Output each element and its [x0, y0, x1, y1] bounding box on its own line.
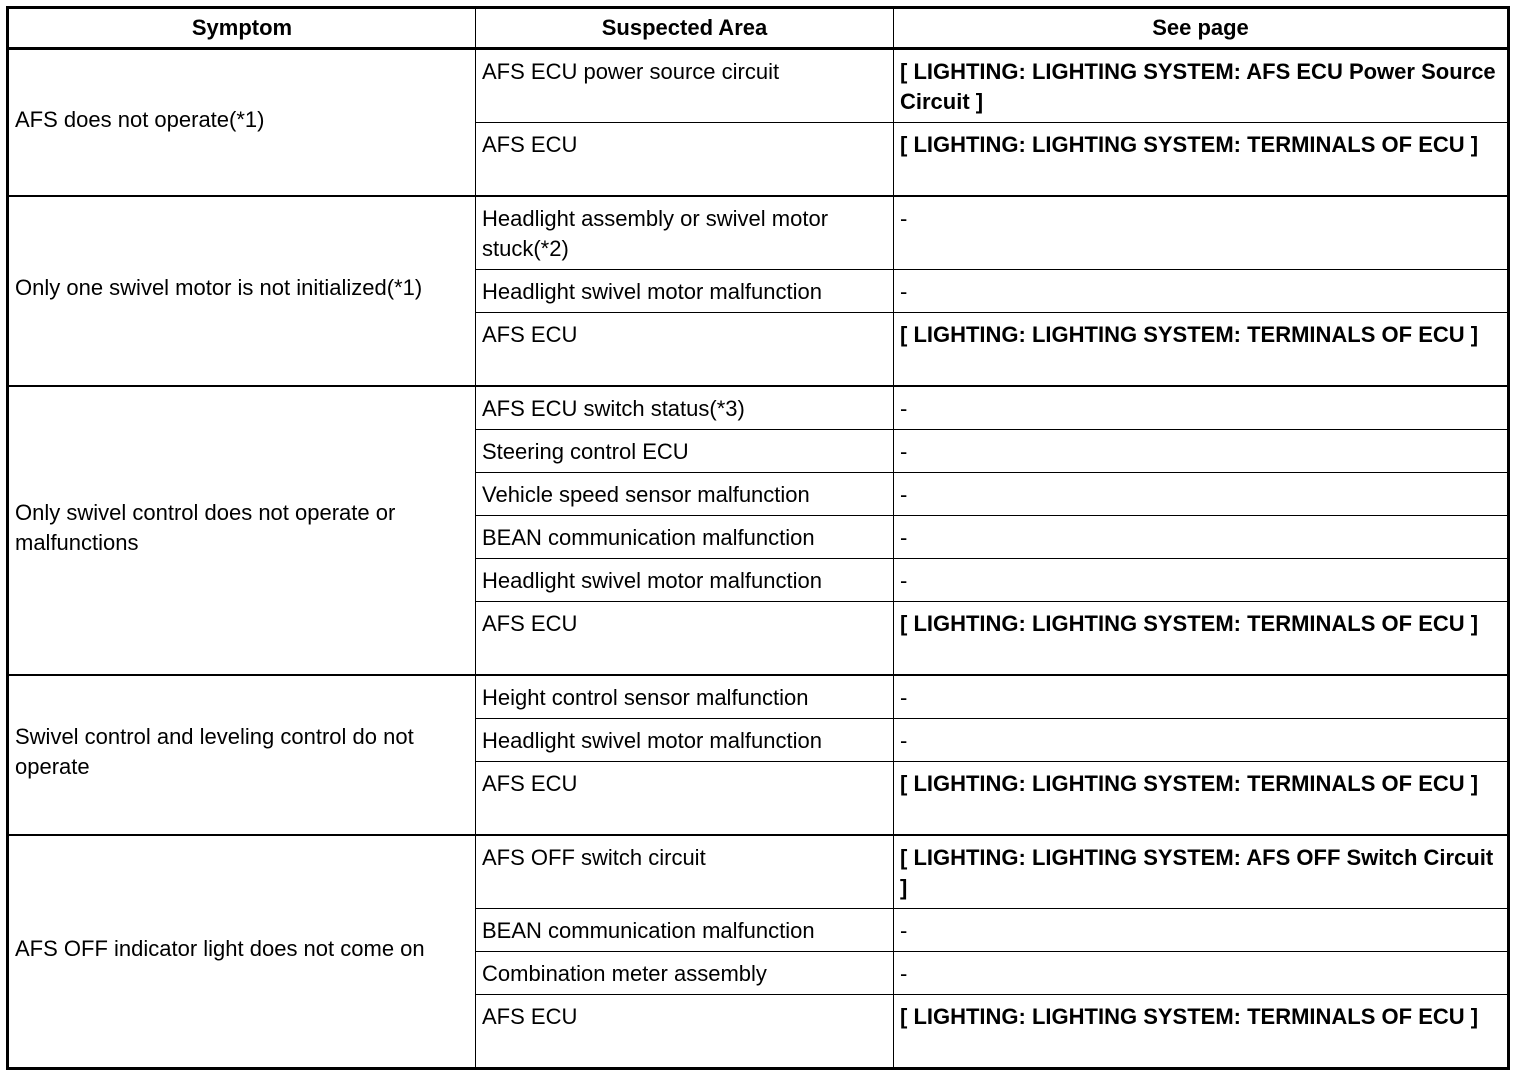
see-page-link[interactable]: [ LIGHTING: LIGHTING SYSTEM: AFS OFF Switch Circuit ]: [894, 835, 1509, 909]
suspected-area-cell: Height control sensor malfunction: [476, 675, 894, 719]
suspected-area-cell: AFS ECU power source circuit: [476, 49, 894, 123]
suspected-area-cell: AFS ECU: [476, 995, 894, 1069]
see-page-link[interactable]: [ LIGHTING: LIGHTING SYSTEM: TERMINALS OF ECU ]: [894, 602, 1509, 676]
see-page-link[interactable]: [ LIGHTING: LIGHTING SYSTEM: TERMINALS OF ECU ]: [894, 762, 1509, 836]
header-see-page: See page: [894, 8, 1509, 49]
see-page-cell: -: [894, 719, 1509, 762]
suspected-area-cell: AFS ECU: [476, 602, 894, 676]
suspected-area-cell: Vehicle speed sensor malfunction: [476, 473, 894, 516]
see-page-link[interactable]: [ LIGHTING: LIGHTING SYSTEM: TERMINALS OF ECU ]: [894, 313, 1509, 387]
see-page-link[interactable]: [ LIGHTING: LIGHTING SYSTEM: TERMINALS OF ECU ]: [894, 995, 1509, 1069]
see-page-cell: -: [894, 430, 1509, 473]
suspected-area-cell: AFS OFF switch circuit: [476, 835, 894, 909]
see-page-cell: -: [894, 559, 1509, 602]
see-page-cell: -: [894, 473, 1509, 516]
suspected-area-cell: AFS ECU switch status(*3): [476, 386, 894, 430]
see-page-link[interactable]: [ LIGHTING: LIGHTING SYSTEM: TERMINALS OF ECU ]: [894, 123, 1509, 197]
symptom-cell: AFS OFF indicator light does not come on: [8, 835, 476, 1069]
see-page-cell: -: [894, 952, 1509, 995]
header-symptom: Symptom: [8, 8, 476, 49]
symptom-cell: Only swivel control does not operate or malfunctions: [8, 386, 476, 675]
see-page-cell: -: [894, 270, 1509, 313]
symptom-cell: Swivel control and leveling control do not operate: [8, 675, 476, 835]
suspected-area-cell: Headlight swivel motor malfunction: [476, 719, 894, 762]
troubleshooting-table: [6, 6, 1510, 1070]
suspected-area-cell: AFS ECU: [476, 762, 894, 836]
suspected-area-cell: BEAN communication malfunction: [476, 516, 894, 559]
suspected-area-cell: AFS ECU: [476, 313, 894, 387]
suspected-area-cell: Headlight assembly or swivel motor stuck(*2): [476, 196, 894, 270]
suspected-area-cell: BEAN communication malfunction: [476, 909, 894, 952]
suspected-area-cell: AFS ECU: [476, 123, 894, 197]
symptom-cell: Only one swivel motor is not initialized(*1): [8, 196, 476, 386]
suspected-area-cell: Steering control ECU: [476, 430, 894, 473]
see-page-link[interactable]: [ LIGHTING: LIGHTING SYSTEM: AFS ECU Power Source Circuit ]: [894, 49, 1509, 123]
see-page-cell: -: [894, 196, 1509, 270]
header-row: [8, 8, 1509, 49]
symptom-cell: AFS does not operate(*1): [8, 49, 476, 197]
table-row: [8, 49, 1509, 123]
see-page-cell: -: [894, 909, 1509, 952]
see-page-cell: -: [894, 516, 1509, 559]
suspected-area-cell: Combination meter assembly: [476, 952, 894, 995]
suspected-area-cell: Headlight swivel motor malfunction: [476, 270, 894, 313]
see-page-cell: -: [894, 386, 1509, 430]
table-row: [8, 675, 1509, 719]
see-page-cell: -: [894, 675, 1509, 719]
table-row: [8, 196, 1509, 270]
table-row: [8, 386, 1509, 430]
header-suspected-area: Suspected Area: [476, 8, 894, 49]
table-row: [8, 835, 1509, 909]
suspected-area-cell: Headlight swivel motor malfunction: [476, 559, 894, 602]
